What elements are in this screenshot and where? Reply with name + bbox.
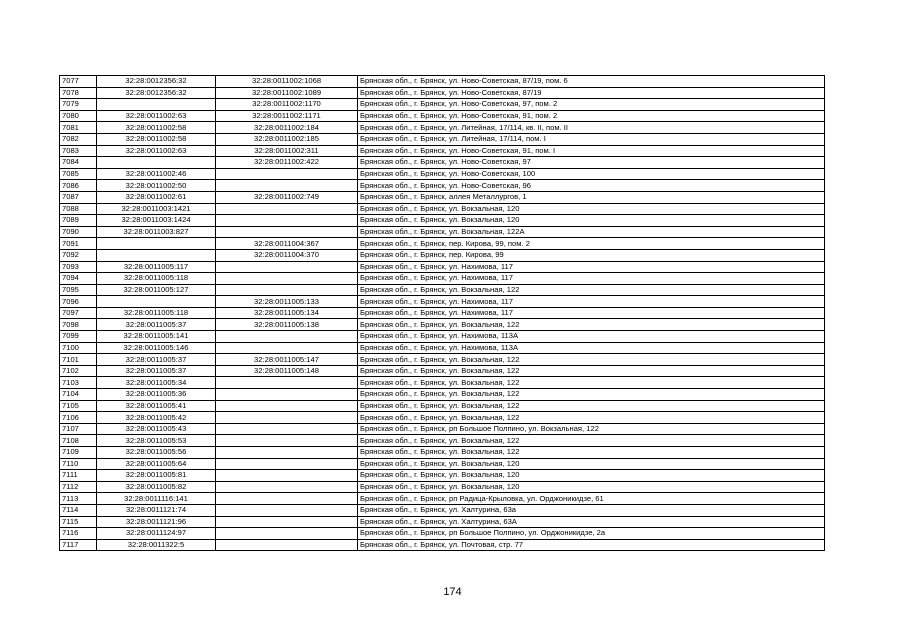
row-number-cell: 7110 (60, 458, 97, 470)
object-cadastral-number-cell (216, 377, 358, 389)
table-row (60, 528, 825, 540)
object-cadastral-number-cell (216, 539, 358, 551)
land-cadastral-number-cell (97, 249, 216, 261)
table-row (60, 412, 825, 424)
land-cadastral-number-cell: 32:28:0011002:46 (97, 168, 216, 180)
table-row (60, 110, 825, 122)
row-number-cell: 7099 (60, 331, 97, 343)
row-number-cell: 7111 (60, 470, 97, 482)
row-number-cell: 7107 (60, 423, 97, 435)
object-cadastral-number-cell: 32:28:0011002:311 (216, 145, 358, 157)
address-cell: Брянская обл., г. Брянск, рп Большое Полпино, ул. Орджоникидзе, 2а (358, 528, 825, 540)
address-cell: Брянская обл., г. Брянск, ул. Нахимова, 113А (358, 331, 825, 343)
address-cell: Брянская обл., г. Брянск, ул. Ново-Советская, 96 (358, 180, 825, 192)
table-row (60, 145, 825, 157)
object-cadastral-number-cell (216, 458, 358, 470)
table-row (60, 377, 825, 389)
table-row (60, 423, 825, 435)
object-cadastral-number-cell (216, 226, 358, 238)
address-cell: Брянская обл., г. Брянск, ул. Литейная, 17/114, пом. I (358, 133, 825, 145)
table-row (60, 493, 825, 505)
land-cadastral-number-cell: 32:28:0011005:42 (97, 412, 216, 424)
table-row (60, 122, 825, 134)
registry-table-body (60, 76, 825, 551)
land-cadastral-number-cell: 32:28:0011002:61 (97, 191, 216, 203)
object-cadastral-number-cell (216, 412, 358, 424)
object-cadastral-number-cell: 32:28:0011005:134 (216, 307, 358, 319)
address-cell: Брянская обл., г. Брянск, ул. Вокзальная, 120 (358, 215, 825, 227)
row-number-cell: 7079 (60, 99, 97, 111)
registry-table (59, 75, 825, 551)
table-row (60, 168, 825, 180)
row-number-cell: 7084 (60, 157, 97, 169)
address-cell: Брянская обл., г. Брянск, ул. Ново-Советская, 91, пом. 2 (358, 110, 825, 122)
table-row (60, 539, 825, 551)
address-cell: Брянская обл., г. Брянск, ул. Ново-Советская, 91, пом. I (358, 145, 825, 157)
land-cadastral-number-cell: 32:28:0011002:58 (97, 122, 216, 134)
row-number-cell: 7081 (60, 122, 97, 134)
address-cell: Брянская обл., г. Брянск, ул. Вокзальная, 122 (358, 365, 825, 377)
land-cadastral-number-cell: 32:28:0011124:97 (97, 528, 216, 540)
address-cell: Брянская обл., г. Брянск, ул. Вокзальная, 122 (358, 284, 825, 296)
table-row (60, 76, 825, 88)
table-row (60, 504, 825, 516)
row-number-cell: 7104 (60, 389, 97, 401)
object-cadastral-number-cell (216, 447, 358, 459)
table-row (60, 331, 825, 343)
object-cadastral-number-cell (216, 516, 358, 528)
page-number: 174 (443, 586, 462, 598)
object-cadastral-number-cell: 32:28:0011004:370 (216, 249, 358, 261)
table-row (60, 447, 825, 459)
table-row (60, 273, 825, 285)
row-number-cell: 7092 (60, 249, 97, 261)
object-cadastral-number-cell: 32:28:0011002:1170 (216, 99, 358, 111)
row-number-cell: 7090 (60, 226, 97, 238)
land-cadastral-number-cell: 32:28:0011005:141 (97, 331, 216, 343)
object-cadastral-number-cell (216, 342, 358, 354)
address-cell: Брянская обл., г. Брянск, ул. Вокзальная, 122А (358, 226, 825, 238)
object-cadastral-number-cell (216, 423, 358, 435)
row-number-cell: 7115 (60, 516, 97, 528)
table-row (60, 516, 825, 528)
table-row (60, 249, 825, 261)
object-cadastral-number-cell: 32:28:0011005:148 (216, 365, 358, 377)
land-cadastral-number-cell: 32:28:0011005:41 (97, 400, 216, 412)
land-cadastral-number-cell: 32:28:0011003:827 (97, 226, 216, 238)
address-cell: Брянская обл., г. Брянск, рп Радица-Крыловка, ул. Орджоникидзе, 61 (358, 493, 825, 505)
row-number-cell: 7117 (60, 539, 97, 551)
row-number-cell: 7103 (60, 377, 97, 389)
row-number-cell: 7109 (60, 447, 97, 459)
object-cadastral-number-cell (216, 400, 358, 412)
address-cell: Брянская обл., г. Брянск, ул. Вокзальная, 120 (358, 458, 825, 470)
row-number-cell: 7097 (60, 307, 97, 319)
land-cadastral-number-cell: 32:28:0011121:74 (97, 504, 216, 516)
land-cadastral-number-cell (97, 296, 216, 308)
row-number-cell: 7088 (60, 203, 97, 215)
address-cell: Брянская обл., г. Брянск, ул. Вокзальная, 120 (358, 203, 825, 215)
address-cell: Брянская обл., г. Брянск, ул. Нахимова, 113А (358, 342, 825, 354)
land-cadastral-number-cell: 32:28:0011005:81 (97, 470, 216, 482)
address-cell: Брянская обл., г. Брянск, аллея Металлургов, 1 (358, 191, 825, 203)
row-number-cell: 7087 (60, 191, 97, 203)
object-cadastral-number-cell (216, 481, 358, 493)
object-cadastral-number-cell: 32:28:0011002:749 (216, 191, 358, 203)
table-row (60, 365, 825, 377)
address-cell: Брянская обл., г. Брянск, пер. Кирова, 99 (358, 249, 825, 261)
object-cadastral-number-cell: 32:28:0011002:1068 (216, 76, 358, 88)
land-cadastral-number-cell: 32:28:0011121:96 (97, 516, 216, 528)
address-cell: Брянская обл., г. Брянск, ул. Вокзальная, 122 (358, 400, 825, 412)
land-cadastral-number-cell: 32:28:0011005:34 (97, 377, 216, 389)
land-cadastral-number-cell: 32:28:0011005:118 (97, 273, 216, 285)
table-row (60, 400, 825, 412)
land-cadastral-number-cell: 32:28:0011322:5 (97, 539, 216, 551)
land-cadastral-number-cell: 32:28:0011003:1424 (97, 215, 216, 227)
land-cadastral-number-cell: 32:28:0011005:64 (97, 458, 216, 470)
table-row (60, 458, 825, 470)
table-row (60, 435, 825, 447)
land-cadastral-number-cell: 32:28:0011005:146 (97, 342, 216, 354)
land-cadastral-number-cell: 32:28:0011005:117 (97, 261, 216, 273)
object-cadastral-number-cell (216, 284, 358, 296)
row-number-cell: 7101 (60, 354, 97, 366)
object-cadastral-number-cell: 32:28:0011005:147 (216, 354, 358, 366)
table-row (60, 284, 825, 296)
land-cadastral-number-cell: 32:28:0011005:43 (97, 423, 216, 435)
row-number-cell: 7080 (60, 110, 97, 122)
address-cell: Брянская обл., г. Брянск, ул. Почтовая, стр. 77 (358, 539, 825, 551)
object-cadastral-number-cell: 32:28:0011002:184 (216, 122, 358, 134)
object-cadastral-number-cell (216, 261, 358, 273)
land-cadastral-number-cell: 32:28:0011005:37 (97, 354, 216, 366)
table-row (60, 226, 825, 238)
address-cell: Брянская обл., г. Брянск, ул. Ново-Советская, 97, пом. 2 (358, 99, 825, 111)
object-cadastral-number-cell (216, 203, 358, 215)
row-number-cell: 7096 (60, 296, 97, 308)
row-number-cell: 7083 (60, 145, 97, 157)
table-row (60, 470, 825, 482)
object-cadastral-number-cell: 32:28:0011002:185 (216, 133, 358, 145)
address-cell: Брянская обл., г. Брянск, ул. Вокзальная, 122 (358, 354, 825, 366)
object-cadastral-number-cell (216, 528, 358, 540)
land-cadastral-number-cell: 32:28:0011003:1421 (97, 203, 216, 215)
land-cadastral-number-cell: 32:28:0011005:82 (97, 481, 216, 493)
address-cell: Брянская обл., г. Брянск, ул. Вокзальная, 120 (358, 470, 825, 482)
table-row (60, 481, 825, 493)
table-row (60, 99, 825, 111)
table-row (60, 354, 825, 366)
table-row (60, 389, 825, 401)
address-cell: Брянская обл., г. Брянск, ул. Халтурина, 63А (358, 516, 825, 528)
address-cell: Брянская обл., г. Брянск, ул. Нахимова, 117 (358, 296, 825, 308)
address-cell: Брянская обл., г. Брянск, ул. Вокзальная, 122 (358, 377, 825, 389)
land-cadastral-number-cell: 32:28:0012356:32 (97, 87, 216, 99)
object-cadastral-number-cell (216, 435, 358, 447)
table-row (60, 319, 825, 331)
row-number-cell: 7100 (60, 342, 97, 354)
row-number-cell: 7085 (60, 168, 97, 180)
land-cadastral-number-cell: 32:28:0011116:141 (97, 493, 216, 505)
row-number-cell: 7093 (60, 261, 97, 273)
object-cadastral-number-cell (216, 504, 358, 516)
address-cell: Брянская обл., г. Брянск, пер. Кирова, 99, пом. 2 (358, 238, 825, 250)
row-number-cell: 7091 (60, 238, 97, 250)
address-cell: Брянская обл., г. Брянск, ул. Вокзальная, 122 (358, 435, 825, 447)
land-cadastral-number-cell: 32:28:0011005:37 (97, 365, 216, 377)
table-row (60, 87, 825, 99)
object-cadastral-number-cell (216, 273, 358, 285)
address-cell: Брянская обл., г. Брянск, ул. Халтурина, 63а (358, 504, 825, 516)
address-cell: Брянская обл., г. Брянск, ул. Ново-Советская, 100 (358, 168, 825, 180)
address-cell: Брянская обл., г. Брянск, ул. Ново-Советская, 97 (358, 157, 825, 169)
land-cadastral-number-cell: 32:28:0011005:37 (97, 319, 216, 331)
address-cell: Брянская обл., г. Брянск, ул. Нахимова, 117 (358, 307, 825, 319)
row-number-cell: 7077 (60, 76, 97, 88)
land-cadastral-number-cell: 32:28:0011002:63 (97, 145, 216, 157)
object-cadastral-number-cell (216, 493, 358, 505)
row-number-cell: 7105 (60, 400, 97, 412)
row-number-cell: 7094 (60, 273, 97, 285)
table-row (60, 191, 825, 203)
row-number-cell: 7086 (60, 180, 97, 192)
row-number-cell: 7082 (60, 133, 97, 145)
address-cell: Брянская обл., г. Брянск, ул. Вокзальная, 122 (358, 412, 825, 424)
land-cadastral-number-cell: 32:28:0011005:118 (97, 307, 216, 319)
land-cadastral-number-cell (97, 157, 216, 169)
table-row (60, 296, 825, 308)
object-cadastral-number-cell (216, 470, 358, 482)
land-cadastral-number-cell: 32:28:0011005:36 (97, 389, 216, 401)
address-cell: Брянская обл., г. Брянск, ул. Ново-Советская, 87/19, пом. 6 (358, 76, 825, 88)
object-cadastral-number-cell (216, 389, 358, 401)
object-cadastral-number-cell (216, 168, 358, 180)
land-cadastral-number-cell: 32:28:0011002:63 (97, 110, 216, 122)
address-cell: Брянская обл., г. Брянск, ул. Вокзальная, 122 (358, 447, 825, 459)
table-row (60, 203, 825, 215)
land-cadastral-number-cell: 32:28:0011005:56 (97, 447, 216, 459)
row-number-cell: 7106 (60, 412, 97, 424)
address-cell: Брянская обл., г. Брянск, рп Большое Полпино, ул. Вокзальная, 122 (358, 423, 825, 435)
table-row (60, 307, 825, 319)
land-cadastral-number-cell (97, 238, 216, 250)
row-number-cell: 7116 (60, 528, 97, 540)
land-cadastral-number-cell: 32:28:0011005:53 (97, 435, 216, 447)
address-cell: Брянская обл., г. Брянск, ул. Нахимова, 117 (358, 273, 825, 285)
row-number-cell: 7098 (60, 319, 97, 331)
object-cadastral-number-cell: 32:28:0011004:367 (216, 238, 358, 250)
object-cadastral-number-cell (216, 331, 358, 343)
object-cadastral-number-cell (216, 215, 358, 227)
land-cadastral-number-cell: 32:28:0011005:127 (97, 284, 216, 296)
land-cadastral-number-cell (97, 99, 216, 111)
row-number-cell: 7113 (60, 493, 97, 505)
table-row (60, 133, 825, 145)
row-number-cell: 7089 (60, 215, 97, 227)
table-row (60, 157, 825, 169)
address-cell: Брянская обл., г. Брянск, ул. Вокзальная, 122 (358, 389, 825, 401)
row-number-cell: 7114 (60, 504, 97, 516)
object-cadastral-number-cell: 32:28:0011002:422 (216, 157, 358, 169)
address-cell: Брянская обл., г. Брянск, ул. Нахимова, 117 (358, 261, 825, 273)
table-row (60, 238, 825, 250)
table-row (60, 261, 825, 273)
table-row (60, 342, 825, 354)
address-cell: Брянская обл., г. Брянск, ул. Вокзальная, 122 (358, 319, 825, 331)
row-number-cell: 7078 (60, 87, 97, 99)
table-row (60, 180, 825, 192)
land-cadastral-number-cell: 32:28:0012356:32 (97, 76, 216, 88)
address-cell: Брянская обл., г. Брянск, ул. Ново-Советская, 87/19 (358, 87, 825, 99)
row-number-cell: 7112 (60, 481, 97, 493)
object-cadastral-number-cell: 32:28:0011002:1089 (216, 87, 358, 99)
land-cadastral-number-cell: 32:28:0011002:58 (97, 133, 216, 145)
object-cadastral-number-cell: 32:28:0011005:138 (216, 319, 358, 331)
table-row (60, 215, 825, 227)
address-cell: Брянская обл., г. Брянск, ул. Вокзальная, 120 (358, 481, 825, 493)
object-cadastral-number-cell (216, 180, 358, 192)
row-number-cell: 7108 (60, 435, 97, 447)
land-cadastral-number-cell: 32:28:0011002:50 (97, 180, 216, 192)
object-cadastral-number-cell: 32:28:0011002:1171 (216, 110, 358, 122)
row-number-cell: 7102 (60, 365, 97, 377)
object-cadastral-number-cell: 32:28:0011005:133 (216, 296, 358, 308)
address-cell: Брянская обл., г. Брянск, ул. Литейная, 17/114, кв. II, пом. II (358, 122, 825, 134)
row-number-cell: 7095 (60, 284, 97, 296)
